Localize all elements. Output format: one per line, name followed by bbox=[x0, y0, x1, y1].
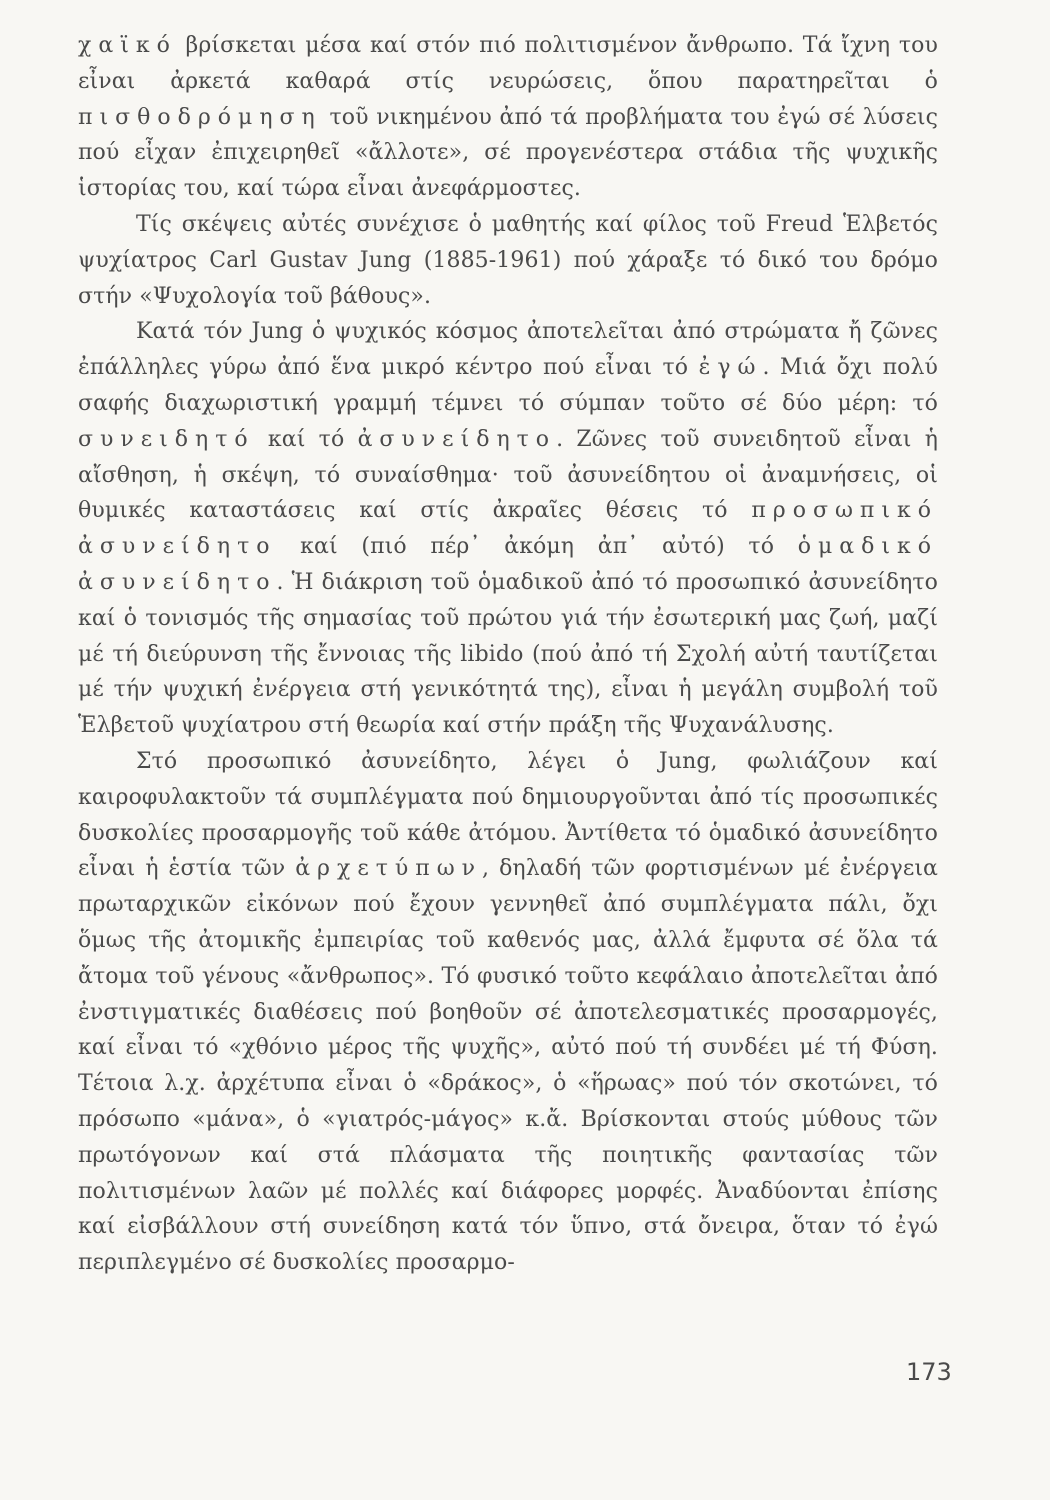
text-segment: , δηλαδή τῶν φορτισμένων μέ ἐνέργεια πρωταρχικῶν εἰκόνων πού ἔχουν γεννηθεῖ ἀπό συμπλέγματα πάλι, ὄχι ὅμως τῆς ἀτομικῆς ἐμπειρίας τοῦ καθενός μας, ἀλλά ἔμφυτα σέ ὅλα τά ἄτομα τοῦ γένους «ἄνθρωπος». Τό φυσικό τοῦτο κεφάλαιο ἀποτελεῖται ἀπό ἐνστιγματικές διαθέσεις πού βοηθοῦν σέ ἀποτελεσματικές προσαρμογές, καί εἶναι τό «χθόνιο μέρος τῆς ψυχῆς», αὐτό πού τή συνδέει μέ τή Φύση. Τέτοια λ.χ. ἀρχέτυπα εἶναι ὁ «δράκος», ὁ «ἥρωας» πού τόν σκοτώνει, τό πρόσωπο «μάνα», ὁ «γιατρός-μάγος» κ.ἄ. Βρίσκονται στούς μύθους τῶν πρωτόγονων καί στά πλάσματα τῆς ποιητικῆς φαντασίας τῶν πολιτισμένων λαῶν μέ πολλές καί διάφορες μορφές. Ἀναδύονται ἐπίσης καί εἰσβάλλουν στή συνείδηση κατά τόν ὕπνο, στά ὄνειρα, ὅταν τό ἐγώ περιπλεγμένο σέ δυσκολίες προσαρμο- bbox=[78, 856, 939, 1276]
text-segment: Τίς σκέψεις αὐτές συνέχισε ὁ μαθητής καί φίλος τοῦ Freud Ἑλβετός ψυχίατρος Carl Gustav Jung (1885-1961) πού χάραξε τό δικό του δρόμο στήν «Ψυχολογία τοῦ βάθους». bbox=[78, 211, 938, 309]
text-segment: Στό προσωπικό ἀσυνείδητο, λέγει ὁ Jung, φωλιάζουν καί καιροφυλακτοῦν τά συμπλέγματα πού δημιουργοῦνται ἀπό τίς προσωπικές δυσκολίες προσαρμογῆς τοῦ κάθε ἀτόμου. Ἀντίθετα τό ὁμαδικό ἀσυνείδητο εἶναι ἡ ἑστία τῶν bbox=[78, 748, 938, 882]
spaced-term: ὁμαδικό ἀσυνείδητο bbox=[78, 534, 938, 595]
spaced-term: ἀρχετύπων bbox=[295, 856, 483, 882]
spaced-term: ἀσυνείδητο bbox=[357, 426, 557, 452]
text-segment: . Μιά ὄχι πολύ σαφής διαχωριστική γραμμή τέμνει τό σύμπαν τοῦτο σέ δύο μέρη: τό bbox=[78, 355, 938, 416]
paragraph-4 bbox=[78, 744, 938, 1281]
text-segment: . Ἡ διάκριση τοῦ ὁμαδικοῦ ἀπό τό προσωπικό ἀσυνείδητο καί ὁ τονισμός τῆς σημασίας τοῦ πρώτου γιά τήν ἐσωτερική μας ζωή, μαζί μέ τή διεύρυνση τῆς ἔννοιας τῆς libido (πού ἀπό τή Σχολή αὐτή ταυτίζεται μέ τήν ψυχική ἐνέργεια στή γενικότητά της), εἶναι ἡ μεγάλη συμβολή τοῦ Ἑλβετοῦ ψυχίατρου στή θεωρία καί στήν πράξη τῆς Ψυχανάλυσης. bbox=[78, 569, 938, 739]
text-segment: . Ζῶνες τοῦ συνειδητοῦ εἶναι ἡ αἴσθηση, ἡ σκέψη, τό συναίσθημα· τοῦ ἀσυνείδητου οἱ ἀναμνήσεις, οἱ θυμικές καταστάσεις καί στίς ἀκραῖες θέσεις τό bbox=[78, 426, 938, 524]
text-segment: καί (πιό πέρ᾽ ἀκόμη ἀπ᾽ αὐτό) τό bbox=[276, 534, 798, 560]
text-segment: τοῦ νικημένου ἀπό τά προβλήματα του ἐγώ σέ λύσεις πού εἶχαν ἐπιχειρηθεῖ «ἄλλοτε», σέ προγενέστερα στάδια τῆς ψυχικῆς ἱστορίας του, καί τώρα εἶναι ἀνεφάρμοστες. bbox=[78, 104, 938, 202]
page-number: 173 bbox=[906, 1358, 952, 1386]
spaced-term: ἐγώ bbox=[698, 355, 763, 381]
text-segment: καί τό bbox=[254, 426, 358, 452]
spaced-term: συνειδητό bbox=[78, 426, 255, 452]
spaced-term: προσωπικό ἀσυνείδητο bbox=[78, 498, 938, 560]
spaced-term: χαϊκό bbox=[78, 33, 177, 58]
text-segment: Κατά τόν Jung ὁ ψυχικός κόσμος ἀποτελεῖται ἀπό στρώματα ἤ ζῶνες ἐπάλληλες γύρω ἀπό ἕνα μικρό κέντρο πού εἶναι τό bbox=[78, 319, 938, 381]
spaced-term: πισθοδρόμηση bbox=[78, 104, 322, 130]
body-text bbox=[78, 28, 938, 1281]
paragraph-3 bbox=[78, 314, 938, 744]
paragraph-1 bbox=[78, 28, 938, 207]
text-segment: βρίσκεται μέσα καί στόν πιό πολιτισμένον ἄνθρωπο. Τά ἴχνη του εἶναι ἀρκετά καθαρά στίς νευρώσεις, ὅπου παρατηρεῖται ὁ bbox=[78, 33, 938, 94]
paragraph-2 bbox=[78, 207, 938, 314]
